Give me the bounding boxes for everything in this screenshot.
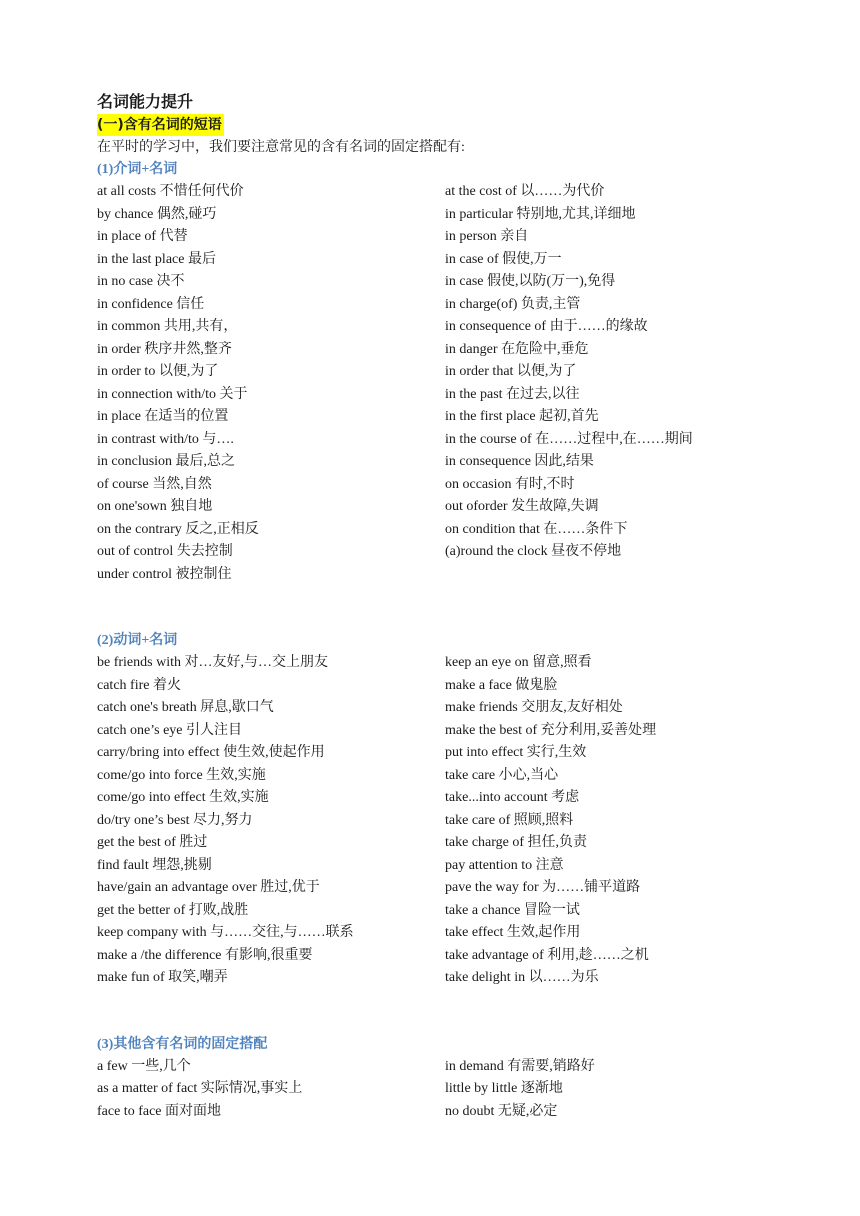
phrase-item-right: out oforder 发生故障,失调: [445, 499, 599, 514]
phrase-item-right: no doubt 无疑,必定: [445, 1103, 558, 1119]
phrase-item-left: find fault 埋怨,挑剔: [97, 857, 212, 873]
phrase-item-right: pay attention to 注意: [445, 857, 564, 873]
phrase-item-right: in consequence of 由于……的缘故: [445, 319, 648, 334]
phrase-item-right: make the best of 充分利用,妥善处理: [445, 722, 657, 738]
phrase-item-left: catch one's breath 屏息,歇口气: [97, 700, 274, 715]
phrase-item-left: get the better of 打败,战胜: [97, 902, 249, 918]
phrase-item-left: in conclusion 最后,总之: [97, 454, 236, 469]
group-heading: (3)其他含有名词的固定搭配: [97, 1036, 268, 1052]
phrase-item-right: on occasion 有时,不时: [445, 476, 575, 492]
phrase-item-right: [445, 564, 777, 587]
page-title: 名词能力提升: [97, 92, 194, 111]
phrase-item-left: in place 在适当的位置: [97, 409, 229, 424]
phrase-groups: [97, 159, 777, 1123]
phrase-item-left: at all costs 不惜任何代价: [97, 184, 244, 199]
phrase-item-right: (a)round the clock 昼夜不停地: [445, 544, 622, 559]
phrase-item-left: in the last place 最后: [97, 251, 216, 267]
phrase-item-left: do/try one’s best 尽力,努力: [97, 812, 253, 828]
phrase-item-left: catch fire 着火: [97, 677, 181, 693]
phrase-item-right: in the course of 在……过程中,在……期间: [445, 431, 693, 447]
phrase-item-right: take care 小心,当心: [445, 767, 559, 783]
phrase-item-left: come/go into effect 生效,实施: [97, 790, 269, 805]
phrase-item-right: take charge of 担任,负责: [445, 835, 588, 850]
phrase-item-left: on one'sown 独自地: [97, 499, 213, 514]
group-heading: (1)介词+名词: [97, 162, 178, 177]
intro-text: 在平时的学习中，我们要注意常见的含有名词的固定搭配有:: [97, 140, 465, 155]
phrase-item-left: on the contrary 反之,正相反: [97, 521, 259, 537]
phrase-item-left: make a /the difference 有影响,很重要: [97, 947, 313, 963]
phrase-item-left: in connection with/to 关于: [97, 386, 248, 402]
phrase-item-right: in order that 以便,为了: [445, 364, 577, 379]
group-gap: [97, 990, 777, 1034]
phrase-item-left: get the best of 胜过: [97, 835, 208, 850]
phrase-item-left: in no case 决不: [97, 274, 185, 289]
phrase-list: [97, 652, 777, 990]
phrase-item-right: in charge(of) 负责,主管: [445, 296, 581, 312]
phrase-item-left: in contrast with/to 与….: [97, 431, 234, 447]
phrase-item-left: in common 共用,共有，: [97, 319, 238, 334]
phrase-item-right: in case of 假使,万一: [445, 251, 562, 267]
phrase-item-right: take delight in 以……为乐: [445, 970, 599, 985]
phrase-item-right: in case 假使,以防(万一),免得: [445, 274, 616, 289]
phrase-item-left: a few 一些,几个: [97, 1058, 191, 1074]
phrase-item-right: make friends 交朋友,友好相处: [445, 700, 623, 715]
phrase-item-left: of course 当然,自然: [97, 476, 212, 492]
phrase-item-right: keep an eye on 留意,照看: [445, 655, 592, 670]
phrase-list: [97, 1056, 777, 1124]
phrase-item-right: pave the way for 为……铺平道路: [445, 880, 641, 895]
phrase-item-left: come/go into force 生效,实施: [97, 767, 266, 783]
phrase-item-left: face to face 面对面地: [97, 1103, 221, 1119]
phrase-item-left: make fun of 取笑,嘲弄: [97, 970, 228, 985]
phrase-item-right: take care of 照顾,照料: [445, 812, 574, 828]
phrase-item-left: carry/bring into effect 使生效,使起作用: [97, 745, 325, 760]
group-gap: [97, 586, 777, 630]
section-label: (一)含有名词的短语: [97, 114, 224, 136]
phrase-item-left: as a matter of fact 实际情况,事实上: [97, 1081, 303, 1096]
phrase-item-left: in place of 代替: [97, 229, 188, 244]
phrase-item-left: in order 秩序井然,整齐: [97, 341, 232, 357]
group-heading: (2)动词+名词: [97, 633, 178, 648]
phrase-item-right: take a chance 冒险一试: [445, 902, 580, 918]
phrase-item-left: catch one’s eye 引人注目: [97, 722, 243, 738]
phrase-item-left: by chance 偶然,碰巧: [97, 206, 217, 222]
phrase-item-left: out of control 失去控制: [97, 544, 233, 559]
phrase-list: [97, 181, 777, 586]
phrase-item-right: in the past 在过去,以往: [445, 386, 580, 402]
phrase-item-right: little by little 逐渐地: [445, 1081, 563, 1096]
phrase-item-left: under control 被控制住: [97, 566, 232, 582]
phrase-item-right: take advantage of 利用,趁……之机: [445, 947, 649, 963]
phrase-item-right: in danger 在危险中,垂危: [445, 341, 589, 357]
document-page: [97, 90, 777, 1123]
phrase-item-right: in person 亲自: [445, 229, 529, 244]
phrase-item-left: keep company with 与……交往,与……联系: [97, 925, 354, 940]
phrase-item-right: take...into account 考虑: [445, 790, 580, 805]
phrase-item-left: be friends with 对…友好,与…交上朋友: [97, 655, 328, 670]
phrase-item-right: on condition that 在……条件下: [445, 521, 628, 537]
phrase-item-right: in the first place 起初,首先: [445, 409, 599, 424]
phrase-item-right: in consequence 因此,结果: [445, 454, 594, 469]
phrase-item-left: in order to 以便,为了: [97, 364, 219, 379]
phrase-item-right: make a face 做鬼脸: [445, 677, 558, 693]
phrase-item-left: in confidence 信任: [97, 296, 205, 312]
phrase-item-right: in demand 有需要,销路好: [445, 1058, 595, 1074]
phrase-item-left: have/gain an advantage over 胜过,优于: [97, 880, 320, 895]
phrase-item-right: take effect 生效,起作用: [445, 925, 581, 940]
phrase-item-right: in particular 特别地,尤其,详细地: [445, 206, 636, 222]
phrase-item-right: put into effect 实行,生效: [445, 745, 587, 760]
phrase-item-right: at the cost of 以……为代价: [445, 184, 605, 199]
